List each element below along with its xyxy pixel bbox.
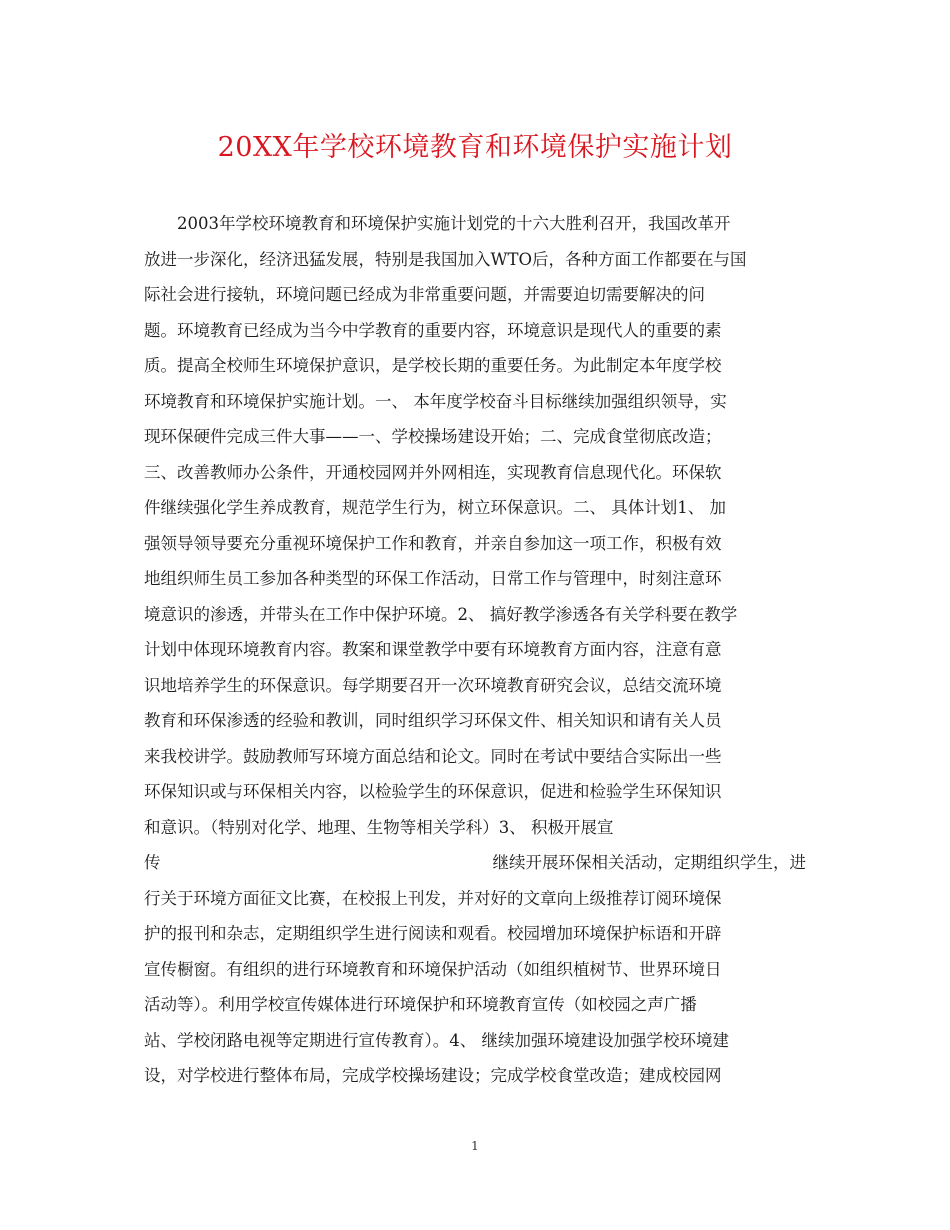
text-line: 2003年学校环境教育和环境保护实施计划党的十六大胜利召开，我国改革开 bbox=[177, 214, 731, 233]
text-line: 题。环境教育已经成为当今中学教育的重要内容，环境意识是现代人的重要的素 bbox=[144, 320, 722, 340]
document-body bbox=[144, 206, 806, 1094]
text-line: 站、学校闭路电视等定期进行宣传教育）。4、 继续加强环境建设加强学校环境建 bbox=[144, 1030, 729, 1050]
document-title: 20XX年学校环境教育和环境保护实施计划 bbox=[217, 132, 733, 163]
text-line: 护的报刊和杂志，定期组织学生进行阅读和观看。校园增加环境保护标语和开辟 bbox=[144, 924, 722, 943]
text-line: 教育和环保渗透的经验和教训，同时组织学习环保文件、相关知识和请有关人员 bbox=[144, 711, 722, 730]
split-line-right: 继续开展环保相关活动，定期组织学生，进 bbox=[492, 853, 806, 872]
page-number: 1 bbox=[471, 1139, 479, 1153]
text-line: 现环保硬件完成三件大事——一、学校操场建设开始；二、完成食堂彻底改造； bbox=[144, 427, 722, 446]
text-line: 际社会进行接轨，环境问题已经成为非常重要问题，并需要迫切需要解决的问 bbox=[144, 285, 705, 304]
text-line: 和意识。（特别对化学、地理、生物等相关学科）3、 积极开展宣 bbox=[144, 817, 614, 837]
text-line: 地组织师生员工参加各种类型的环保工作活动，日常工作与管理中，时刻注意环 bbox=[144, 569, 722, 588]
text-line-split bbox=[144, 845, 806, 881]
text-line: 活动等）。利用学校宣传媒体进行环境保护和环境教育宣传（如校园之声广播 bbox=[144, 995, 697, 1014]
text-line: 强领导领导要充分重视环境保护工作和教育，并亲自参加这一项工作，积极有效 bbox=[144, 533, 722, 553]
text-line: 计划中体现环境教育内容。教案和课堂教学中要有环境教育方面内容，注意有意 bbox=[144, 640, 722, 659]
text-line: 境意识的渗透，并带头在工作中保护环境。2、 搞好教学渗透各有关学科要在教学 bbox=[144, 604, 738, 624]
text-line: 环境教育和环境保护实施计划。一、 本年度学校奋斗目标继续加强组织领导，实 bbox=[144, 391, 727, 411]
text-line: 识地培养学生的环保意识。每学期要召开一次环境教育研究会议，总结交流环境 bbox=[144, 675, 722, 695]
text-line: 件继续强化学生养成教育，规范学生行为，树立环保意识。二、 具体计划1、 加 bbox=[144, 498, 726, 517]
text-line: 放进一步深化，经济迅猛发展，特别是我国加入WTO后，各种方面工作都要在与国 bbox=[144, 249, 747, 269]
text-line: 环保知识或与环保相关内容，以检验学生的环保意识，促进和检验学生环保知识 bbox=[144, 782, 722, 801]
text-line: 设，对学校进行整体布局，完成学校操场建设；完成学校食堂改造；建成校园网 bbox=[144, 1066, 722, 1085]
text-line: 质。提高全校师生环境保护意识，是学校长期的重要任务。为此制定本年度学校 bbox=[144, 356, 722, 375]
text-line: 来我校讲学。鼓励教师写环境方面总结和论文。同时在考试中要结合实际出一些 bbox=[144, 746, 722, 766]
text-line: 三、改善教师办公条件，开通校园网并外网相连，实现教育信息现代化。环保软 bbox=[144, 462, 722, 482]
text-line: 宣传橱窗。有组织的进行环境教育和环境保护活动（如组织植树节、世界环境日 bbox=[144, 959, 722, 979]
split-line-left: 传 bbox=[144, 853, 161, 872]
text-line: 行关于环境方面征文比赛，在校报上刊发，并对好的文章向上级推荐订阅环境保 bbox=[144, 888, 722, 908]
